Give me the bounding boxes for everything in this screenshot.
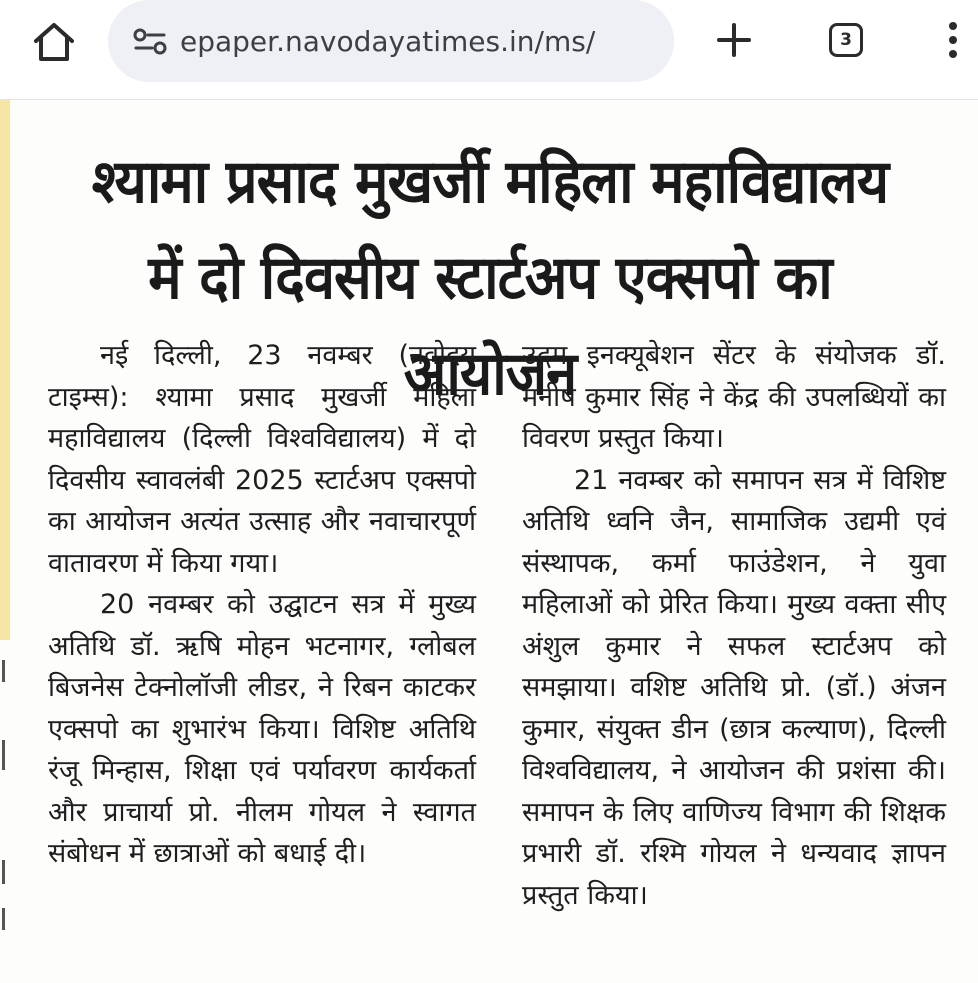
site-settings-button[interactable] bbox=[128, 26, 172, 56]
article-column-left bbox=[48, 335, 476, 875]
tab-switcher-icon bbox=[829, 23, 863, 57]
home-icon bbox=[32, 21, 76, 63]
home-button[interactable] bbox=[22, 14, 86, 70]
adjacent-column-edge bbox=[0, 100, 10, 640]
headline-line-2: में दो दिवसीय स्टार्टअप एक्सपो का आयोजन bbox=[148, 243, 832, 409]
article-column-right bbox=[522, 335, 946, 916]
more-menu-button[interactable] bbox=[928, 12, 978, 68]
headline-line-1: श्यामा प्रसाद मुखर्जी महिला महाविद्यालय bbox=[91, 147, 889, 217]
more-vert-icon bbox=[947, 20, 959, 60]
new-tab-button[interactable] bbox=[706, 12, 762, 68]
paragraph: नई दिल्ली, 23 नवम्बर (नवोदय टाइम्स): श्यामा प्रसाद मुखर्जी महिला महाविद्यालय (दिल्ली विश्वविद्यालय) में दो दिवसीय स्वावलंबी 2025 स्टार्टअप एक्सपो का आयोजन अत्यंत उत्साह और नवाचारपूर्ण वातावरण में किया गया। bbox=[48, 340, 476, 579]
url-text[interactable]: epaper.navodayatimes.in/ms/ bbox=[180, 24, 596, 58]
browser-toolbar bbox=[0, 0, 978, 100]
epaper-article-clip bbox=[0, 100, 978, 983]
tune-icon bbox=[132, 27, 168, 55]
address-bar[interactable] bbox=[108, 0, 674, 82]
plus-icon bbox=[714, 20, 754, 60]
tab-count: 3 bbox=[840, 30, 852, 50]
paragraph: उद्गम इनक्यूबेशन सेंटर के संयोजक डॉ. मनीष कुमार सिंह ने केंद्र की उपलब्धियों का विवरण प्रस्तुत किया। bbox=[522, 340, 946, 454]
tab-switcher-button[interactable] bbox=[818, 12, 874, 68]
paragraph: 21 नवम्बर को समापन सत्र में विशिष्ट अतिथि ध्वनि जैन, सामाजिक उद्यमी एवं संस्थापक, कर्मा फाउंडेशन, ने युवा महिलाओं को प्रेरित किया। मुख्य वक्ता सीए अंशुल कुमार ने सफल स्टार्टअप को समझाया। वशिष्ट अतिथि प्रो. (डॉ.) अंजन कुमार, संयुक्त डीन (छात्र कल्याण), दिल्ली विश्वविद्यालय, ने आयोजन की प्रशंसा की। समापन के लिए वाणिज्य विभाग की शिक्षक प्रभारी डॉ. रश्मि गोयल ने धन्यवाद ज्ञापन प्रस्तुत किया। bbox=[522, 464, 946, 911]
paragraph: 20 नवम्बर को उद्घाटन सत्र में मुख्य अतिथि डॉ. ऋषि मोहन भटनागर, ग्लोबल बिजनेस टेक्नोलॉजी लीडर, ने रिबन काटकर एक्सपो का शुभारंभ किया। विशिष्ट अतिथि रंजू मिन्हास, शिक्षा एवं पर्यावरण कार्यकर्ता और प्राचार्या प्रो. नीलम गोयल ने स्वागत संबोधन में छात्राओं को बधाई दी। bbox=[48, 589, 476, 869]
